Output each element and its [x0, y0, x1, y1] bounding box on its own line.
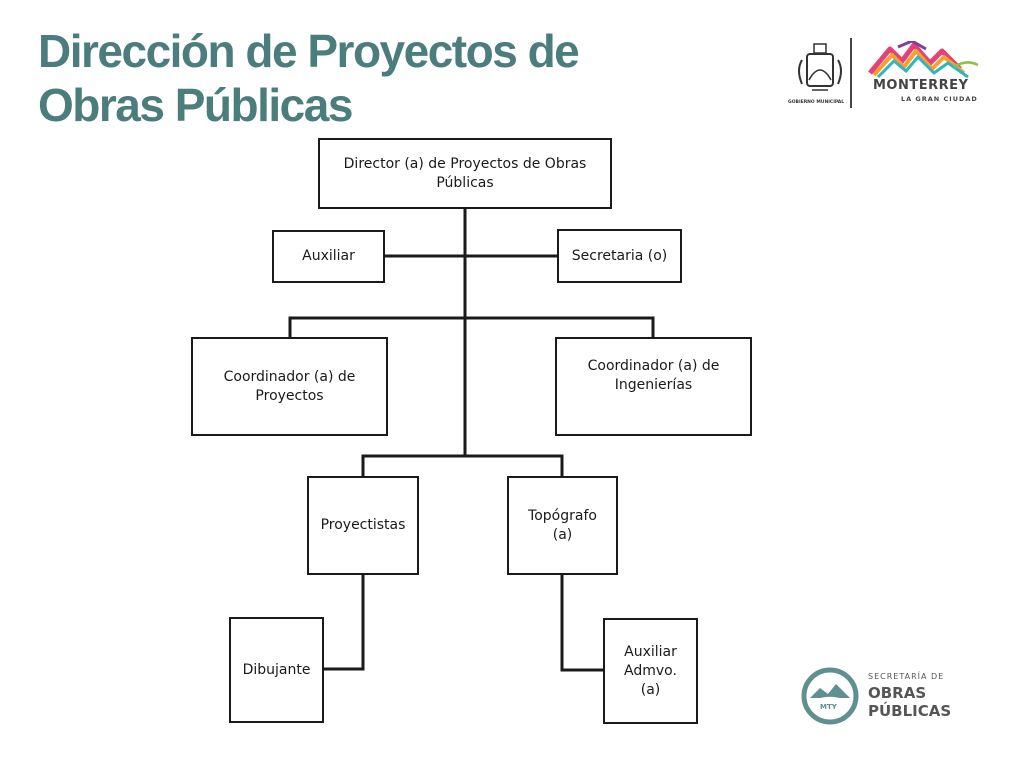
- auxiliar-box: [272, 230, 385, 283]
- secretaria-box: [557, 229, 682, 283]
- secretaria-label: Secretaria (o): [571, 247, 668, 264]
- logo-divider: [850, 38, 852, 108]
- obras-publicas-seal-icon: [800, 666, 860, 726]
- dibujante-box: [229, 617, 324, 723]
- coord-proyectos-box: [191, 337, 388, 436]
- dibujante-connector: [323, 575, 363, 669]
- title-line-2: Obras Públicas: [38, 79, 352, 131]
- monterrey-mountains-icon: [868, 41, 980, 79]
- secretaria-obras-publicas-logo: [800, 664, 970, 728]
- coord-proyectos-label: Coordinador (a) de Proyectos: [223, 368, 356, 404]
- secretaria-line-1: OBRAS: [868, 684, 927, 702]
- monterrey-logo: [788, 38, 993, 110]
- municipal-caption: GOBIERNO MUNICIPAL: [788, 100, 845, 105]
- coord-ingenierias-label: Coordinador (a) de Ingenierías: [587, 358, 720, 393]
- director-box: [318, 138, 612, 209]
- dibujante-label: Dibujante: [242, 661, 311, 678]
- secretaria-small-label: SECRETARÍA DE: [868, 672, 945, 681]
- topografo-box: [507, 476, 618, 575]
- topografo-label: Topógrafo (a): [528, 507, 597, 543]
- auxiliar-admvo-box: [603, 618, 698, 724]
- monterrey-wordmark: MONTERREY: [873, 78, 969, 93]
- proyectistas-box: [307, 476, 419, 575]
- proyectistas-label: Proyectistas: [320, 517, 406, 533]
- seal-text: MTY: [820, 703, 837, 711]
- title-line-1: Dirección de Proyectos de: [38, 25, 579, 77]
- auxiliar-admvo-connector: [562, 575, 604, 670]
- coord-ingenierias-box: [555, 337, 752, 436]
- auxiliar-label: Auxiliar: [302, 248, 355, 264]
- secretaria-line-2: PÚBLICAS: [868, 702, 952, 720]
- auxiliar-admvo-label: Auxiliar Admvo. (a): [624, 643, 677, 698]
- director-label: Director (a) de Proyectos de Obras Públicas: [343, 155, 587, 191]
- monterrey-tagline: LA GRAN CIUDAD: [901, 95, 978, 103]
- municipal-seal-icon: [790, 40, 850, 100]
